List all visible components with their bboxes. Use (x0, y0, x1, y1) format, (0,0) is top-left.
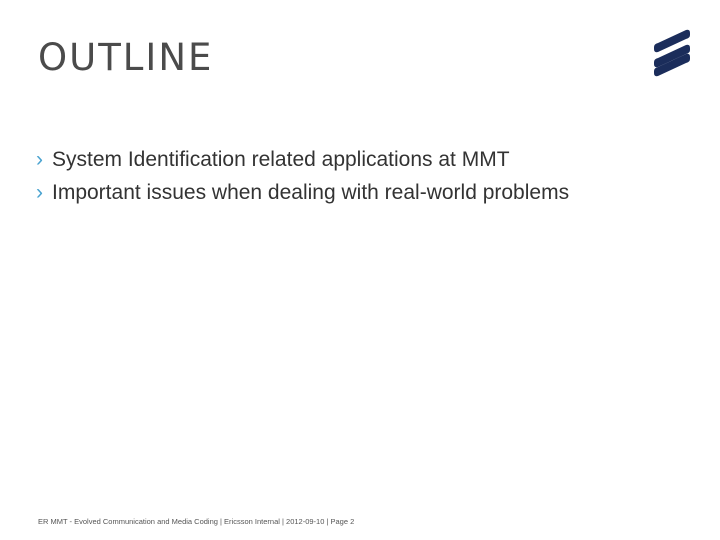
ericsson-logo-icon (650, 26, 694, 78)
bullet-item (36, 143, 569, 176)
slide-footer: ER MMT - Evolved Communication and Media Coding | Ericsson Internal | 2012-09-10 | Page 2 (38, 517, 355, 526)
slide-title: OUTLINE (38, 36, 214, 79)
bullet-marker-icon: › (36, 181, 43, 204)
bullet-item (36, 176, 569, 209)
bullet-text: Important issues when dealing with real-world problems (52, 181, 570, 204)
bullet-text: System Identification related applications at MMT (52, 148, 510, 171)
bullet-marker-icon: › (36, 148, 43, 171)
bullet-list (36, 143, 569, 209)
